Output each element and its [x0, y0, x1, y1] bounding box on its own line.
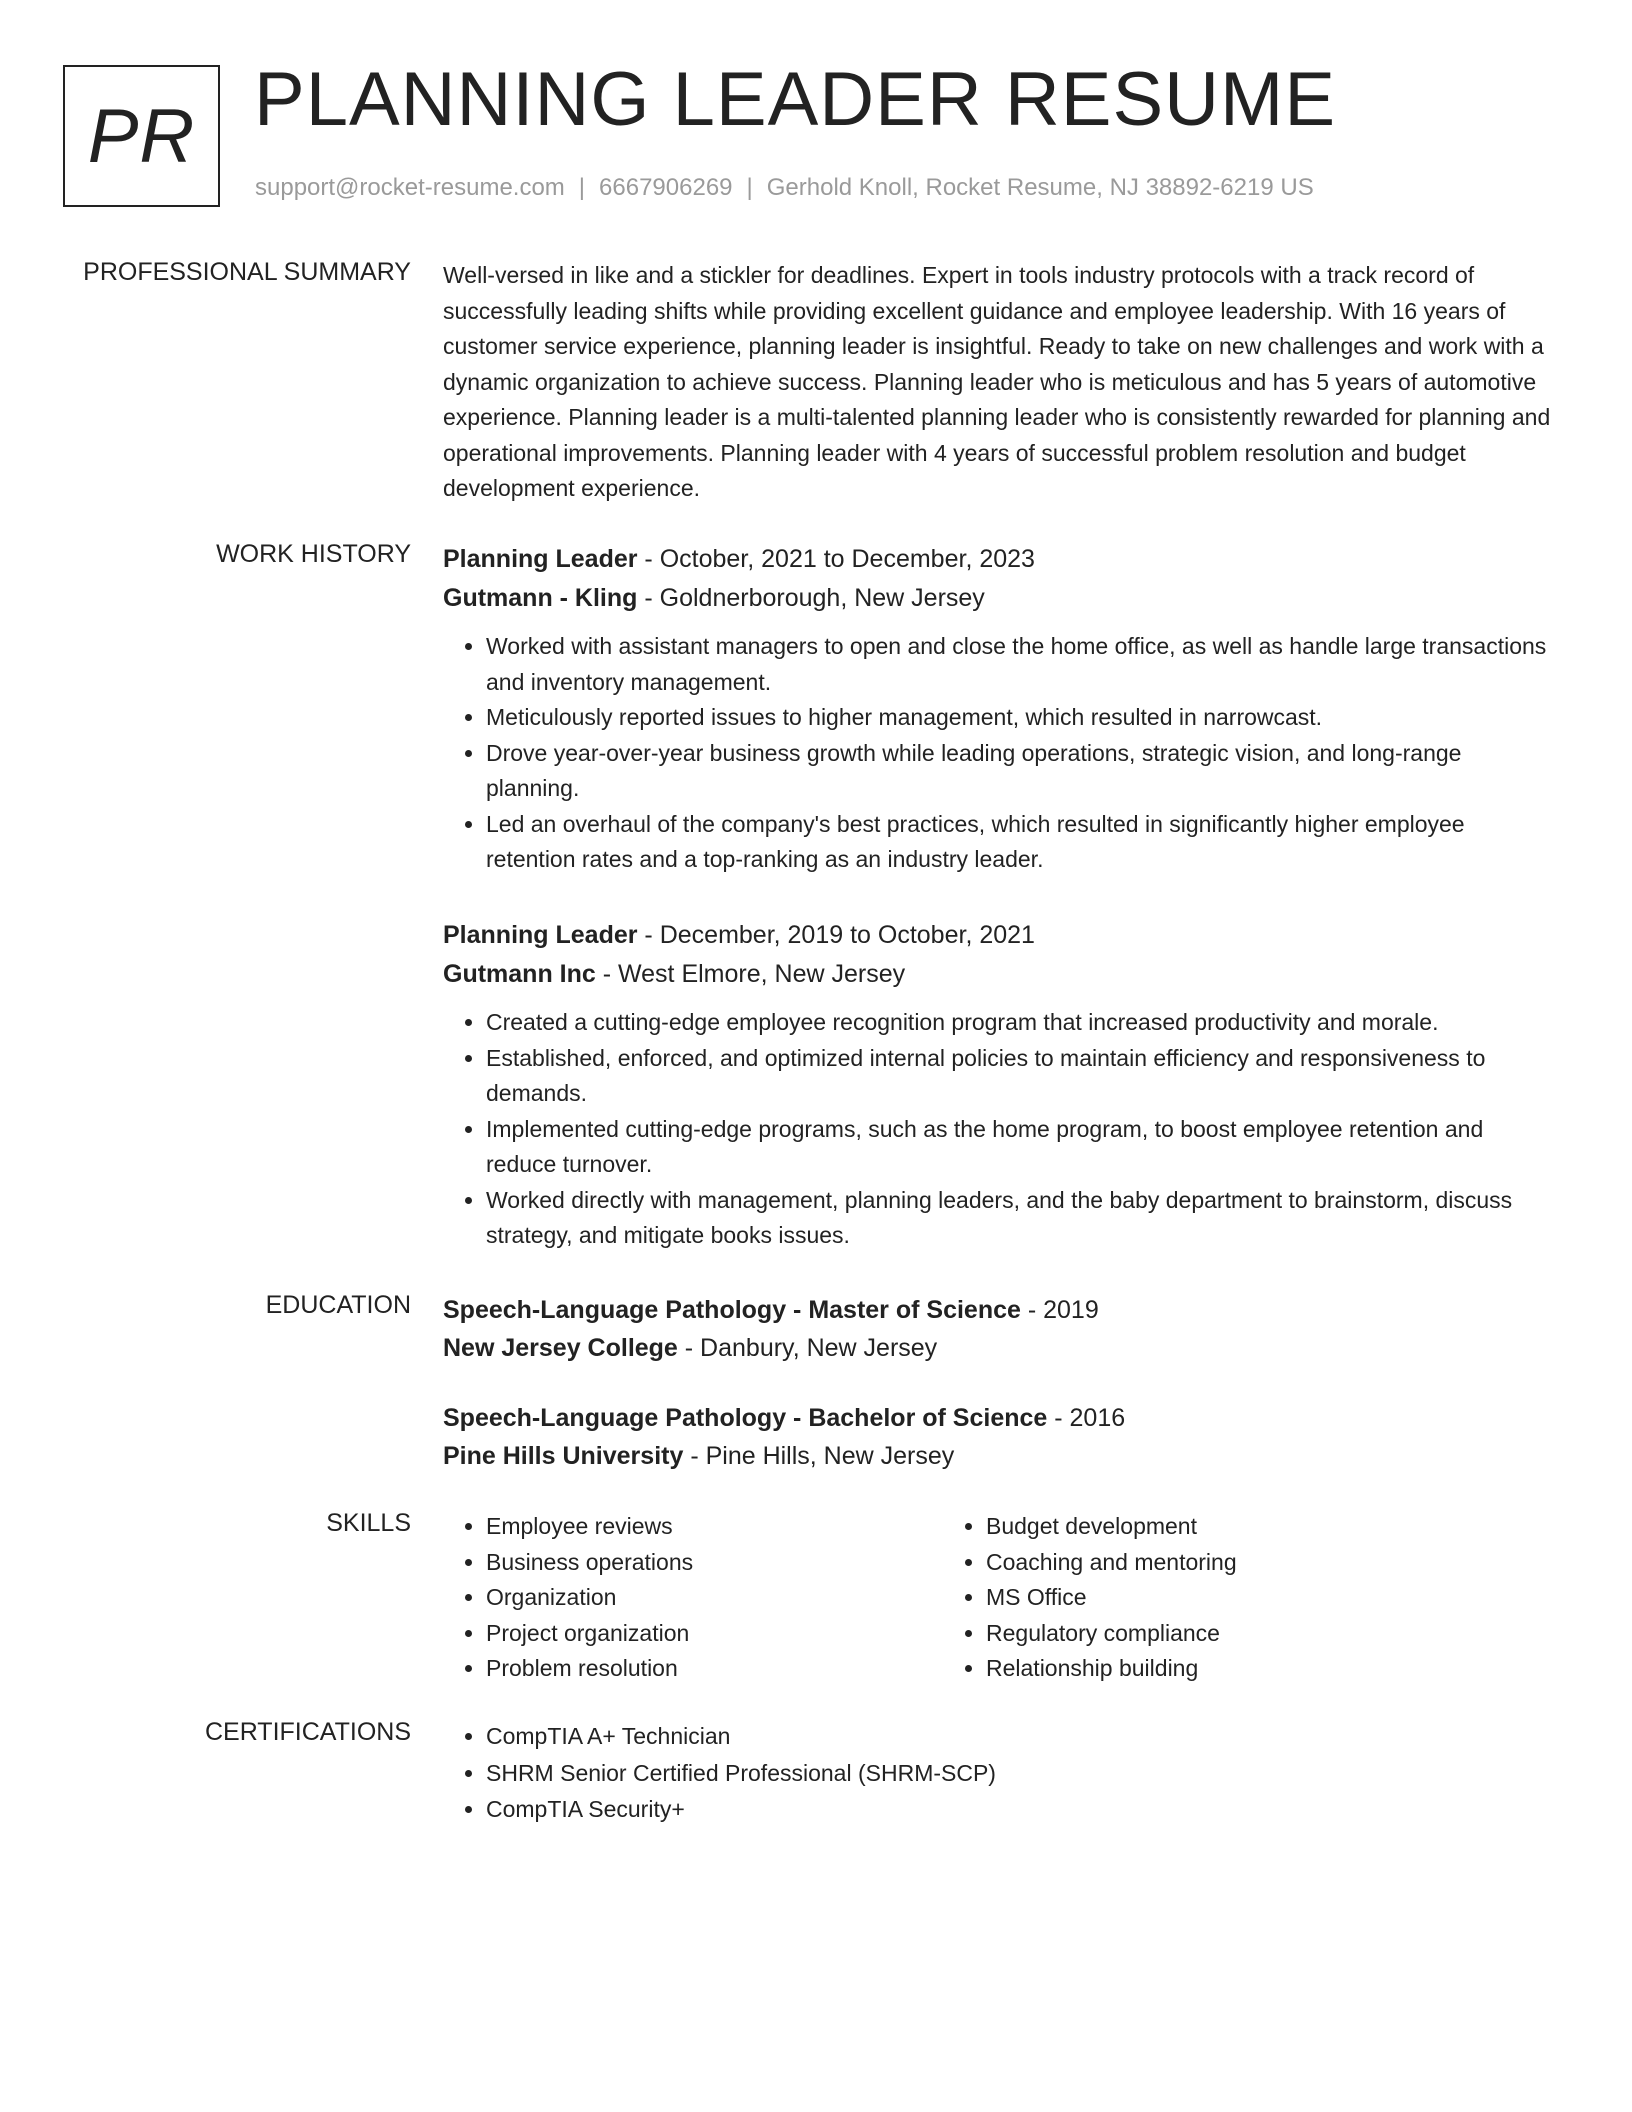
education-degree-line [443, 1291, 1553, 1329]
education-content [443, 1291, 1553, 1475]
certification-item: • CompTIA A+ Technician [486, 1718, 1553, 1755]
skill-item: • Problem resolution [486, 1651, 986, 1687]
skill-item: • Coaching and mentoring [986, 1545, 1486, 1581]
education-degree: Speech-Language Pathology - Master of Science [443, 1296, 1021, 1324]
skills-columns [443, 1509, 1553, 1687]
job-bullet: • Meticulously reported issues to higher management, which resulted in narrowcast. [486, 700, 1553, 736]
skill-item: • Relationship building [986, 1651, 1486, 1687]
skill-item: • Organization [486, 1580, 986, 1616]
job-entry [443, 540, 1553, 878]
contact-phone[interactable]: 6667906269 [599, 174, 733, 201]
work-history-content [443, 916, 1553, 1254]
job-location: - West Elmore, New Jersey [595, 960, 906, 988]
skill-item: • Regulatory compliance [986, 1616, 1486, 1652]
education-location: - Pine Hills, New Jersey [683, 1442, 955, 1470]
education-school-line [443, 1437, 1553, 1475]
job-dates: - October, 2021 to December, 2023 [637, 545, 1035, 573]
education-entry [443, 1399, 1553, 1475]
summary-text: Well-versed in like and a stickler for deadlines. Expert in tools industry protocols with a track record of successfully leading shifts while providing excellent guidance and employee leadership. With 16 years of customer service experience, planning leader is insightful. Ready to take on new challenges and work with a dynamic organization to achieve success. Planning leader who is meticulous and has 5 years of automotive experience. Planning leader is a multi-talented planning leader who is consistently rewarded for planning and operational improvements. Planning leader with 4 years of successful problem resolution and budget development experience. [443, 262, 1551, 501]
job-bullet: • Drove year-over-year business growth while leading operations, strategic vision, and long-range planning. [486, 736, 1553, 807]
certification-item: • SHRM Senior Certified Professional (SHRM-SCP) [486, 1755, 1553, 1792]
education-school: New Jersey College [443, 1334, 678, 1362]
skills-list-left [443, 1509, 986, 1687]
education-degree-line [443, 1399, 1553, 1437]
monogram-box [63, 65, 220, 207]
summary-content [443, 258, 1553, 507]
section-label-skills: SKILLS [326, 1509, 411, 1537]
job-title-line [443, 540, 1553, 579]
education-location: - Danbury, New Jersey [677, 1334, 938, 1362]
job-location: - Goldnerborough, New Jersey [637, 584, 985, 612]
monogram-initials: PR [87, 93, 196, 179]
section-label-education: EDUCATION [265, 1291, 411, 1319]
job-title-line [443, 916, 1553, 955]
resume-title: PLANNING LEADER RESUME [254, 57, 1337, 142]
education-school: Pine Hills University [443, 1442, 684, 1470]
section-label-work-history: WORK HISTORY [216, 540, 411, 568]
section-label-certifications: CERTIFICATIONS [204, 1718, 411, 1746]
job-bullets [443, 629, 1553, 878]
job-bullet: • Worked with assistant managers to open and close the home office, as well as handle large transactions and inventory management. [486, 629, 1553, 700]
job-bullet: • Established, enforced, and optimized internal policies to maintain efficiency and responsiveness to demands. [486, 1041, 1553, 1112]
skill-item: • Employee reviews [486, 1509, 986, 1545]
job-title: Planning Leader [443, 921, 638, 949]
skills-content [443, 1509, 1553, 1687]
certifications-list [443, 1718, 1553, 1828]
job-bullet: • Created a cutting-edge employee recognition program that increased productivity and morale. [486, 1005, 1553, 1041]
job-company-line [443, 579, 1553, 618]
job-title: Planning Leader [443, 545, 638, 573]
job-bullet: • Implemented cutting-edge programs, such as the home program, to boost employee retention and reduce turnover. [486, 1112, 1553, 1183]
education-entry [443, 1291, 1553, 1367]
contact-address: Gerhold Knoll, Rocket Resume, NJ 38892-6219 US [766, 174, 1314, 201]
contact-separator: | [746, 174, 753, 201]
education-school-line [443, 1329, 1553, 1367]
work-history-content [443, 540, 1553, 878]
contact-email[interactable]: support@rocket-resume.com [255, 174, 565, 201]
job-dates: - December, 2019 to October, 2021 [637, 921, 1035, 949]
job-bullets [443, 1005, 1553, 1254]
skill-item: • MS Office [986, 1580, 1486, 1616]
job-bullet: • Worked directly with management, planning leaders, and the baby department to brainstorm, discuss strategy, and mitigate books issues. [486, 1183, 1553, 1254]
certifications-content [443, 1718, 1553, 1828]
job-entry [443, 916, 1553, 1254]
skill-item: • Project organization [486, 1616, 986, 1652]
education-year: - 2019 [1020, 1296, 1099, 1324]
education-year: - 2016 [1047, 1404, 1126, 1432]
education-degree: Speech-Language Pathology - Bachelor of Science [443, 1404, 1048, 1432]
skill-item: • Budget development [986, 1509, 1486, 1545]
certification-item: • CompTIA Security+ [486, 1791, 1553, 1828]
contact-line [255, 174, 1314, 202]
job-bullet: • Led an overhaul of the company's best practices, which resulted in significantly higher employee retention rates and a top-ranking as an industry leader. [486, 807, 1553, 878]
job-company-line [443, 955, 1553, 994]
section-label-summary: PROFESSIONAL SUMMARY [83, 258, 411, 286]
skills-list-right [943, 1509, 1486, 1687]
job-company: Gutmann Inc [443, 960, 596, 988]
job-company: Gutmann - Kling [443, 584, 638, 612]
contact-separator: | [578, 174, 586, 201]
skill-item: • Business operations [486, 1545, 986, 1581]
